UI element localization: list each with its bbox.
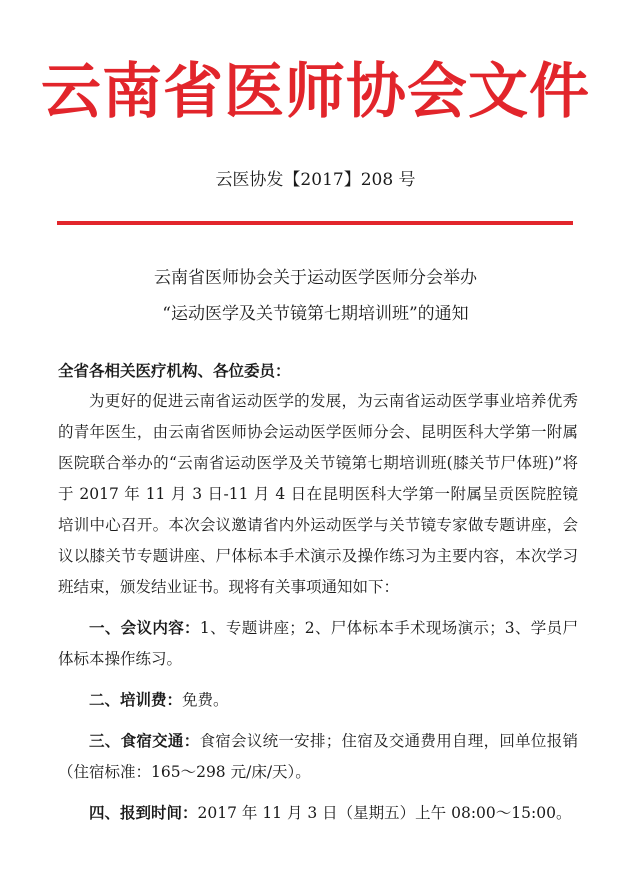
- item-text: 食宿会议统一安排；住宿及交通费用自理，回单位报销（住宿标准：165～298 元/床/天）。: [58, 732, 578, 781]
- document-number: 云医协发【2017】208 号: [215, 170, 416, 190]
- item-registration-time: [58, 797, 578, 829]
- item-text: 免费。: [182, 691, 229, 709]
- document-header-title: 云南省医师协会文件: [41, 57, 590, 127]
- item-training-fee: [58, 684, 578, 716]
- notice-body: [58, 355, 578, 829]
- intro-paragraph: 为更好的促进云南省运动医学的发展，为云南省运动医学事业培养优秀的青年医生，由云南省医师协会运动医学医师分会、昆明医科大学第一附属医院联合举办的“云南省运动医学及关节镜第七期培训班(膝关节尸体班)”将于 2017 年 11 月 3 日-11 月 4 日在昆明医科大学第一附属呈贡医院腔镜培训中心召开。本次会议邀请省内外运动医学与关节镜专家做专题讲座，会议以膝关节专题讲座、尸体标本手术演示及操作练习为主要内容，本次学习班结束，颁发结业证书。现将有关事项通知如下：: [58, 392, 578, 596]
- item-text: 1、专题讲座；2、尸体标本手术现场演示；3、学员尸体标本操作练习。: [58, 619, 578, 668]
- addressee: 全省各相关医疗机构、各位委员：: [58, 361, 291, 380]
- item-accommodation: [58, 725, 578, 788]
- notice-title-line-1: 云南省医师协会关于运动医学医师分会举办: [154, 268, 477, 288]
- item-meeting-content: [58, 612, 578, 675]
- item-label: 二、培训费：: [89, 690, 183, 709]
- item-label: 四、报到时间：: [89, 803, 198, 822]
- item-label: 一、会议内容：: [89, 618, 200, 637]
- notice-title-line-2: “运动医学及关节镜第七期培训班”的通知: [162, 304, 469, 324]
- item-label: 三、食宿交通：: [89, 731, 200, 750]
- notice-title: [0, 260, 631, 332]
- item-text: 2017 年 11 月 3 日（星期五）上午 08:00～15:00。: [197, 804, 572, 822]
- header-divider: [57, 221, 573, 225]
